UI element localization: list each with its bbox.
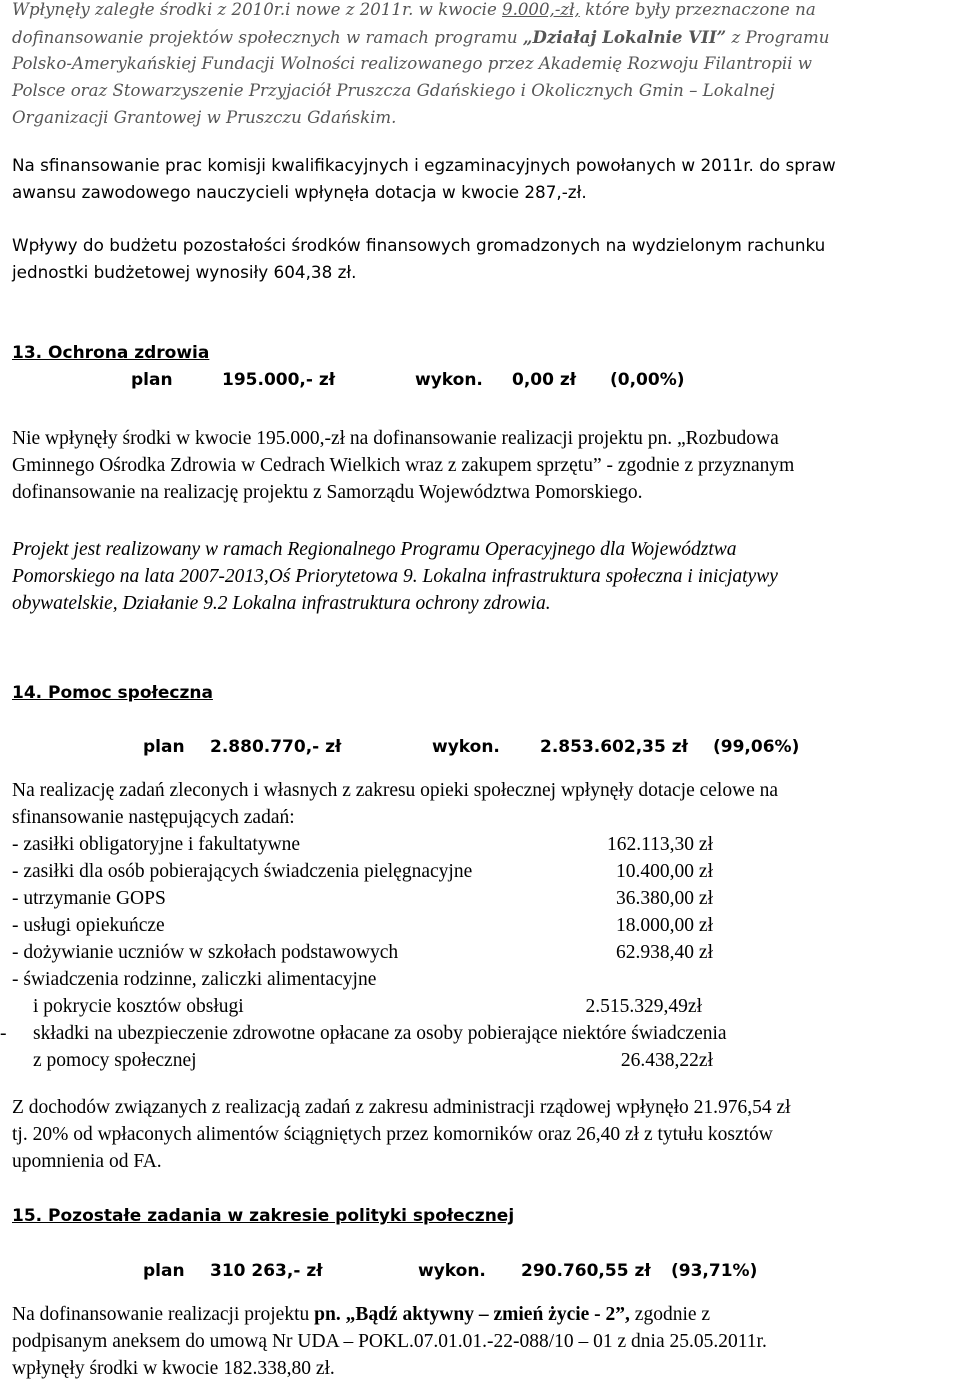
list-item-label: - świadczenia rodzinne, zaliczki alimentacyjne — [12, 969, 377, 990]
paragraph-line — [12, 1303, 710, 1327]
list-item-amount: 10.400,00 zł — [616, 861, 713, 882]
paragraph-line: Na sfinansowanie prac komisji kwalifikacyjnych i egzaminacyjnych powołanych w 2011r. do spraw — [12, 155, 836, 175]
paragraph-line: Z dochodów związanych z realizacją zadań z zakresu administracji rządowej wpłynęło 21.976,54 zł — [12, 1097, 791, 1118]
plan-label: plan — [143, 1261, 185, 1281]
text: dofinansowanie projektów społecznych w ramach programu — [12, 28, 523, 47]
list-item-label: - zasiłki obligatoryjne i fakultatywne — [12, 834, 301, 855]
list-item-label: - dożywianie uczniów w szkołach podstawowych — [12, 942, 399, 963]
paragraph-line: dofinansowanie na realizację projektu z Samorządu Województwa Pomorskiego. — [12, 482, 643, 503]
plan-value: 310 263,- zł — [210, 1261, 323, 1281]
list-item-amount: 62.938,40 zł — [616, 942, 713, 963]
list-item-amount: 2.515.329,49zł — [585, 996, 702, 1017]
list-item-label: z pomocy społecznej — [33, 1050, 197, 1071]
paragraph-line: tj. 20% od wpłaconych alimentów ściągniętych przez komorników oraz 26,40 zł z tytułu kosztów — [12, 1124, 773, 1145]
percent-value: (0,00%) — [610, 370, 685, 390]
paragraph-line: sfinansowanie następujących zadań: — [12, 807, 295, 828]
paragraph-line: jednostki budżetowej wynosiły 604,38 zł. — [12, 262, 357, 282]
text: Na dofinansowanie realizacji projektu — [12, 1304, 315, 1325]
section-heading-13: 13. Ochrona zdrowia — [12, 343, 210, 363]
list-item-label: i pokrycie kosztów obsługi — [33, 996, 244, 1017]
list-item-amount: 26.438,22zł — [620, 1050, 713, 1071]
list-item-label: - usługi opiekuńcze — [12, 915, 165, 936]
intro-line: Organizacji Grantowej w Pruszczu Gdańskim. — [12, 108, 397, 127]
list-item-label: - zasiłki dla osób pobierających świadczenia pielęgnacyjne — [12, 861, 473, 882]
plan-label: plan — [131, 370, 173, 390]
section-heading-14: 14. Pomoc społeczna — [12, 683, 213, 703]
list-item-amount: 18.000,00 zł — [616, 915, 713, 936]
paragraph-line: Pomorskiego na lata 2007-2013,Oś Priorytetowa 9. Lokalna infrastruktura społeczna i inicjatywy — [12, 566, 778, 587]
paragraph-line: awansu zawodowego nauczycieli wpłynęła dotacja w kwocie 287,-zł. — [12, 182, 587, 202]
wykon-label: wykon. — [415, 370, 483, 390]
list-item-dash: - — [0, 1023, 7, 1044]
paragraph-line: Wpływy do budżetu pozostałości środków finansowych gromadzonych na wydzielonym rachunku — [12, 235, 826, 255]
paragraph-line: Nie wpłynęły środki w kwocie 195.000,-zł na dofinansowanie realizacji projektu pn. „Rozbudowa — [12, 428, 779, 449]
list-item-amount: 162.113,30 zł — [607, 834, 713, 855]
paragraph-line: Projekt jest realizowany w ramach Regionalnego Programu Operacyjnego dla Województwa — [12, 539, 737, 560]
project-name: pn. „Bądź aktywny – zmień życie - 2”, — [314, 1304, 630, 1325]
percent-value: (93,71%) — [671, 1261, 758, 1281]
paragraph-line: obywatelskie, Działanie 9.2 Lokalna infrastruktura ochrony zdrowia. — [12, 593, 551, 614]
percent-value: (99,06%) — [713, 737, 800, 757]
intro-line: Polsce oraz Stowarzyszenie Przyjaciół Pruszcza Gdańskiego i Okolicznych Gmin – Lokalnej — [12, 81, 775, 100]
text: z Programu — [726, 28, 830, 47]
intro-line — [12, 0, 816, 22]
intro-line — [12, 25, 829, 50]
wykon-value: 2.853.602,35 zł — [540, 737, 688, 757]
plan-label: plan — [143, 737, 185, 757]
paragraph-line: Gminnego Ośrodka Zdrowia w Cedrach Wielkich wraz z zakupem sprzętu” - zgodnie z przyznanym — [12, 455, 795, 476]
paragraph-line: Na realizację zadań zleconych i własnych z zakresu opieki społecznej wpłynęły dotacje celowe na — [12, 780, 779, 801]
wykon-value: 0,00 zł — [512, 370, 577, 390]
list-item-label: - utrzymanie GOPS — [12, 888, 166, 909]
list-item-label: składki na ubezpieczenie zdrowotne opłacane za osoby pobierające niektóre świadczenia — [33, 1023, 727, 1044]
wykon-value: 290.760,55 zł — [521, 1261, 651, 1281]
amount-underlined: 9.000,-zł, — [502, 0, 580, 19]
plan-value: 2.880.770,- zł — [210, 737, 342, 757]
wykon-label: wykon. — [418, 1261, 486, 1281]
text: Wpłynęły zaległe środki z 2010r.i nowe z 2011r. w kwocie — [12, 0, 503, 19]
text: zgodnie z — [629, 1304, 711, 1325]
paragraph-line: upomnienia od FA. — [12, 1151, 162, 1172]
paragraph-line: wpłynęły środki w kwocie 182.338,80 zł. — [12, 1358, 335, 1379]
list-item-amount: 36.380,00 zł — [616, 888, 713, 909]
program-name: „Działaj Lokalnie VII” — [522, 27, 727, 47]
plan-value: 195.000,- zł — [222, 370, 336, 390]
section-heading-15: 15. Pozostałe zadania w zakresie polityki społecznej — [12, 1206, 515, 1226]
paragraph-line: podpisanym aneksem do umową Nr UDA – POKL.07.01.01.-22-088/10 – 01 z dnia 25.05.2011r. — [12, 1331, 767, 1352]
wykon-label: wykon. — [432, 737, 500, 757]
intro-line: Polsko-Amerykańskiej Fundacji Wolności realizowanego przez Akademię Rozwoju Filantropii w — [12, 54, 812, 73]
text: które były przeznaczone na — [579, 0, 816, 19]
